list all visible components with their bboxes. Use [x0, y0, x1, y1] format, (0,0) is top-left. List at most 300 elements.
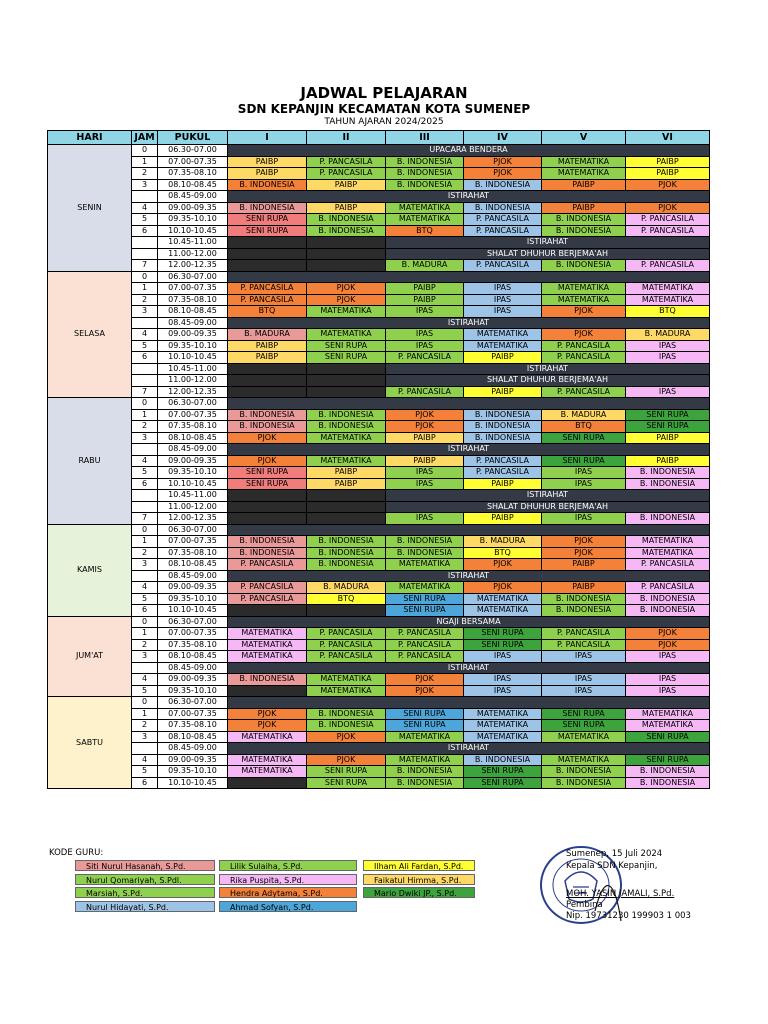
subject-cell: B. INDONESIA — [307, 547, 386, 559]
subject-cell: PAIBP — [542, 179, 626, 191]
subject-cell — [228, 605, 307, 617]
time-cell: 08.10-08.45 — [158, 306, 228, 318]
time-cell: 11.00-12.00 — [158, 375, 228, 387]
subject-cell: B. MADURA — [228, 329, 307, 341]
subject-cell: IPAS — [464, 651, 542, 663]
subject-cell: PJOK — [228, 708, 307, 720]
subject-cell: PAIBP — [386, 283, 464, 295]
subject-cell: P. PANCASILA — [542, 352, 626, 364]
table-row — [48, 628, 710, 640]
subject-cell: B. INDONESIA — [386, 179, 464, 191]
subject-cell: MATEMATIKA — [386, 754, 464, 766]
subject-cell: PJOK — [626, 628, 710, 640]
jam-cell: 4 — [132, 674, 158, 686]
subject-cell: P. PANCASILA — [626, 559, 710, 571]
subject-cell: P. PANCASILA — [307, 639, 386, 651]
table-row — [48, 283, 710, 295]
activity-banner: UPACARA BENDERA — [228, 145, 710, 157]
day-name: SABTU — [48, 697, 132, 789]
time-cell: 07.35-08.10 — [158, 639, 228, 651]
subject-cell: MATEMATIKA — [307, 455, 386, 467]
table-row — [48, 766, 710, 778]
school-name: SDN KEPANJIN KECAMATAN KOTA SUMENEP — [237, 102, 531, 116]
subject-cell: B. INDONESIA — [626, 777, 710, 789]
subject-cell: P. PANCASILA — [228, 283, 307, 295]
table-row — [48, 444, 710, 456]
subject-cell: MATEMATIKA — [542, 156, 626, 168]
subject-cell: MATEMATIKA — [464, 720, 542, 732]
subject-cell: PJOK — [626, 202, 710, 214]
jam-cell: 0 — [132, 616, 158, 628]
subject-cell: P. PANCASILA — [386, 352, 464, 364]
jam-cell — [132, 490, 158, 502]
jam-cell: 4 — [132, 329, 158, 341]
activity-banner: ISTIRAHAT — [228, 191, 710, 203]
subject-cell: MATEMATIKA — [464, 731, 542, 743]
subject-cell: IPAS — [386, 329, 464, 341]
time-cell: 08.45-09.00 — [158, 570, 228, 582]
jam-cell: 1 — [132, 283, 158, 295]
table-row — [48, 720, 710, 732]
subject-cell: B. INDONESIA — [626, 593, 710, 605]
subject-cell: PAIBP — [464, 352, 542, 364]
table-row — [48, 490, 710, 502]
subject-cell: MATEMATIKA — [386, 202, 464, 214]
jam-cell: 1 — [132, 156, 158, 168]
subject-cell: PJOK — [542, 306, 626, 318]
table-row — [48, 777, 710, 789]
jam-cell — [132, 237, 158, 249]
subject-cell: PAIBP — [464, 513, 542, 525]
subject-cell: IPAS — [386, 306, 464, 318]
jam-cell: 3 — [132, 179, 158, 191]
subject-cell: P. PANCASILA — [386, 639, 464, 651]
subject-cell: MATEMATIKA — [626, 536, 710, 548]
subject-cell: MATEMATIKA — [307, 685, 386, 697]
time-cell: 09.00-09.35 — [158, 754, 228, 766]
subject-cell: IPAS — [542, 478, 626, 490]
table-row — [48, 237, 710, 249]
schedule-table — [47, 130, 710, 789]
table-row — [48, 214, 710, 226]
activity-banner — [228, 697, 710, 709]
subject-cell: P. PANCASILA — [542, 386, 626, 398]
jam-cell — [132, 248, 158, 260]
time-cell: 08.10-08.45 — [158, 651, 228, 663]
jam-cell: 1 — [132, 409, 158, 421]
time-cell: 08.45-09.00 — [158, 743, 228, 755]
subject-cell: SENI RUPA — [228, 214, 307, 226]
subject-cell: B. INDONESIA — [228, 409, 307, 421]
table-row — [48, 329, 710, 341]
subject-cell: P. PANCASILA — [386, 651, 464, 663]
subject-cell: B. INDONESIA — [464, 754, 542, 766]
table-row — [48, 743, 710, 755]
jam-cell — [132, 444, 158, 456]
subject-cell: MATEMATIKA — [386, 582, 464, 594]
legend-item: Ilham Ali Fardan, S.Pd. — [363, 860, 475, 871]
subject-cell: IPAS — [626, 352, 710, 364]
table-row — [48, 616, 710, 628]
jam-cell — [132, 501, 158, 513]
table-row — [48, 639, 710, 651]
subject-cell: SENI RUPA — [228, 467, 307, 479]
signatory-nip: Nip. 19731230 199903 1 003 — [566, 911, 691, 921]
jam-cell: 6 — [132, 605, 158, 617]
subject-cell: SENI RUPA — [626, 754, 710, 766]
time-cell: 10.10-10.45 — [158, 777, 228, 789]
table-row — [48, 536, 710, 548]
time-cell: 08.45-09.00 — [158, 191, 228, 203]
subject-cell: MATEMATIKA — [464, 605, 542, 617]
empty-cell — [307, 260, 386, 272]
jam-cell: 0 — [132, 524, 158, 536]
subject-cell: B. INDONESIA — [307, 559, 386, 571]
subject-cell: MATEMATIKA — [307, 432, 386, 444]
subject-cell: SENI RUPA — [464, 628, 542, 640]
table-row — [48, 731, 710, 743]
time-cell: 10.10-10.45 — [158, 478, 228, 490]
subject-cell: P. PANCASILA — [542, 628, 626, 640]
legend-item: Mario Dwiki JP., S.Pd. — [363, 887, 475, 898]
time-cell: 09.00-09.35 — [158, 202, 228, 214]
activity-banner: ISTIRAHAT — [228, 317, 710, 329]
time-cell: 07.00-07.35 — [158, 156, 228, 168]
subject-cell: PAIBP — [626, 455, 710, 467]
subject-cell: B. INDONESIA — [464, 179, 542, 191]
table-row — [48, 697, 710, 709]
subject-cell: PAIBP — [228, 340, 307, 352]
activity-banner — [228, 524, 710, 536]
subject-cell: PAIBP — [307, 467, 386, 479]
table-row — [48, 363, 710, 375]
table-row — [48, 547, 710, 559]
subject-cell: BTQ — [228, 306, 307, 318]
subject-cell: B. INDONESIA — [542, 593, 626, 605]
table-row — [48, 754, 710, 766]
time-cell: 07.00-07.35 — [158, 409, 228, 421]
subject-cell: PJOK — [464, 582, 542, 594]
subject-cell: IPAS — [626, 685, 710, 697]
subject-cell: P. PANCASILA — [542, 639, 626, 651]
subject-cell: MATEMATIKA — [464, 329, 542, 341]
subject-cell: IPAS — [542, 651, 626, 663]
empty-cell — [307, 501, 386, 513]
subject-cell: PJOK — [542, 329, 626, 341]
jam-cell: 3 — [132, 559, 158, 571]
time-cell: 12.00-12.35 — [158, 260, 228, 272]
signature-role: Kepala SDN Kepanjin, — [566, 861, 658, 871]
empty-cell — [307, 363, 386, 375]
column-header: IV — [464, 131, 542, 145]
time-cell: 09.35-10.10 — [158, 766, 228, 778]
subject-cell: SENI RUPA — [542, 455, 626, 467]
subject-cell: IPAS — [542, 513, 626, 525]
jam-cell — [132, 743, 158, 755]
time-cell: 09.35-10.10 — [158, 340, 228, 352]
subject-cell: MATEMATIKA — [464, 340, 542, 352]
subject-cell: PAIBP — [542, 582, 626, 594]
jam-cell: 4 — [132, 754, 158, 766]
subject-cell: PJOK — [386, 421, 464, 433]
jam-cell: 6 — [132, 777, 158, 789]
subject-cell: B. INDONESIA — [542, 777, 626, 789]
subject-cell: IPAS — [626, 386, 710, 398]
subject-cell: MATEMATIKA — [542, 731, 626, 743]
jam-cell — [132, 375, 158, 387]
subject-cell: B. INDONESIA — [228, 547, 307, 559]
time-cell: 09.35-10.10 — [158, 685, 228, 697]
subject-cell: MATEMATIKA — [228, 651, 307, 663]
jam-cell — [132, 570, 158, 582]
jam-cell: 4 — [132, 455, 158, 467]
activity-banner: ISTIRAHAT — [228, 444, 710, 456]
header-row — [48, 131, 710, 145]
subject-cell: PAIBP — [542, 559, 626, 571]
subject-cell: PJOK — [307, 283, 386, 295]
jam-cell: 1 — [132, 628, 158, 640]
subject-cell: PAIBP — [228, 168, 307, 180]
empty-cell — [228, 513, 307, 525]
time-cell: 08.10-08.45 — [158, 731, 228, 743]
time-cell: 07.35-08.10 — [158, 421, 228, 433]
subject-cell: B. INDONESIA — [307, 421, 386, 433]
subject-cell: PJOK — [307, 731, 386, 743]
subject-cell: B. INDONESIA — [542, 605, 626, 617]
jam-cell: 5 — [132, 685, 158, 697]
subject-cell: PAIBP — [386, 455, 464, 467]
time-cell: 09.35-10.10 — [158, 467, 228, 479]
subject-cell: PJOK — [626, 639, 710, 651]
subject-cell: IPAS — [542, 685, 626, 697]
time-cell: 07.00-07.35 — [158, 536, 228, 548]
time-cell: 10.10-10.45 — [158, 352, 228, 364]
jam-cell: 5 — [132, 467, 158, 479]
subject-cell: B. INDONESIA — [307, 214, 386, 226]
subject-cell: MATEMATIKA — [626, 294, 710, 306]
subject-cell: BTQ — [307, 593, 386, 605]
table-row — [48, 306, 710, 318]
subject-cell: MATEMATIKA — [626, 720, 710, 732]
subject-cell: P. PANCASILA — [542, 340, 626, 352]
empty-cell — [228, 248, 307, 260]
time-cell: 07.00-07.35 — [158, 283, 228, 295]
time-cell: 06.30-07.00 — [158, 697, 228, 709]
jam-cell: 1 — [132, 708, 158, 720]
subject-cell: B. INDONESIA — [228, 202, 307, 214]
subject-cell: IPAS — [626, 674, 710, 686]
subject-cell: MATEMATIKA — [228, 639, 307, 651]
activity-banner: ISTIRAHAT — [386, 237, 710, 249]
time-cell: 10.45-11.00 — [158, 237, 228, 249]
signature-date: Sumenep, 15 Juli 2024 — [566, 849, 663, 859]
subject-cell: PJOK — [386, 409, 464, 421]
subject-cell: IPAS — [626, 340, 710, 352]
empty-cell — [228, 363, 307, 375]
time-cell: 12.00-12.35 — [158, 386, 228, 398]
subject-cell: P. PANCASILA — [228, 559, 307, 571]
activity-banner: ISTIRAHAT — [228, 570, 710, 582]
column-header: III — [386, 131, 464, 145]
empty-cell — [307, 237, 386, 249]
subject-cell: B. INDONESIA — [626, 766, 710, 778]
jam-cell: 2 — [132, 547, 158, 559]
subject-cell: P. PANCASILA — [464, 455, 542, 467]
subject-cell: B. INDONESIA — [386, 547, 464, 559]
empty-cell — [307, 490, 386, 502]
day-name: SELASA — [48, 271, 132, 398]
subject-cell — [228, 777, 307, 789]
subject-cell: PJOK — [307, 294, 386, 306]
time-cell: 06.30-07.00 — [158, 524, 228, 536]
jam-cell: 4 — [132, 202, 158, 214]
subject-cell: PJOK — [228, 455, 307, 467]
page-title: JADWAL PELAJARAN — [300, 84, 468, 102]
empty-cell — [228, 260, 307, 272]
subject-cell: PJOK — [542, 536, 626, 548]
subject-cell: B. INDONESIA — [228, 179, 307, 191]
time-cell: 09.00-09.35 — [158, 329, 228, 341]
subject-cell: P. PANCASILA — [228, 294, 307, 306]
subject-cell: PAIBP — [464, 478, 542, 490]
table-row — [48, 317, 710, 329]
column-header: HARI — [48, 131, 132, 145]
legend-item: Nurul Hidayati, S.Pd. — [75, 901, 215, 912]
subject-cell: MATEMATIKA — [228, 754, 307, 766]
time-cell: 07.00-07.35 — [158, 708, 228, 720]
jam-cell — [132, 363, 158, 375]
subject-cell: SENI RUPA — [228, 478, 307, 490]
subject-cell: IPAS — [464, 674, 542, 686]
jam-cell: 3 — [132, 306, 158, 318]
column-header: PUKUL — [158, 131, 228, 145]
subject-cell: B. INDONESIA — [626, 513, 710, 525]
table-row — [48, 501, 710, 513]
time-cell: 07.35-08.10 — [158, 547, 228, 559]
jam-cell — [132, 317, 158, 329]
table-row — [48, 352, 710, 364]
column-header: JAM — [132, 131, 158, 145]
empty-cell — [307, 386, 386, 398]
subject-cell: B. INDONESIA — [307, 409, 386, 421]
jam-cell: 3 — [132, 651, 158, 663]
activity-banner: ISTIRAHAT — [228, 662, 710, 674]
subject-cell: B. INDONESIA — [464, 202, 542, 214]
subject-cell: IPAS — [386, 340, 464, 352]
activity-banner — [228, 398, 710, 410]
subject-cell: SENI RUPA — [626, 421, 710, 433]
day-name: KAMIS — [48, 524, 132, 616]
subject-cell: PJOK — [386, 674, 464, 686]
jam-cell: 2 — [132, 168, 158, 180]
subject-cell: BTQ — [386, 225, 464, 237]
table-row — [48, 191, 710, 203]
time-cell: 09.00-09.35 — [158, 674, 228, 686]
subject-cell: PJOK — [386, 685, 464, 697]
jam-cell: 0 — [132, 271, 158, 283]
table-row — [48, 432, 710, 444]
subject-cell: MATEMATIKA — [386, 731, 464, 743]
subject-cell: MATEMATIKA — [228, 731, 307, 743]
table-row — [48, 409, 710, 421]
academic-year: TAHUN AJARAN 2024/2025 — [324, 117, 444, 127]
subject-cell: PAIBP — [307, 478, 386, 490]
activity-banner: SHALAT DHUHUR BERJEMA'AH — [386, 248, 710, 260]
table-row — [48, 651, 710, 663]
subject-cell: BTQ — [626, 306, 710, 318]
table-row — [48, 582, 710, 594]
time-cell: 07.35-08.10 — [158, 168, 228, 180]
legend-item: Faikatul Himma, S.Pd. — [363, 874, 475, 885]
subject-cell: B. INDONESIA — [386, 777, 464, 789]
legend-item: Hendra Adytama, S.Pd. — [219, 887, 357, 898]
time-cell: 11.00-12.00 — [158, 501, 228, 513]
time-cell: 08.45-09.00 — [158, 662, 228, 674]
subject-cell: MATEMATIKA — [542, 754, 626, 766]
column-header: V — [542, 131, 626, 145]
subject-cell: SENI RUPA — [386, 708, 464, 720]
legend-item: Siti Nurul Hasanah, S.Pd. — [75, 860, 215, 871]
table-row — [48, 145, 710, 157]
table-row — [48, 467, 710, 479]
day-name: RABU — [48, 398, 132, 525]
subject-cell — [307, 605, 386, 617]
subject-cell: B. INDONESIA — [386, 156, 464, 168]
subject-cell: P. PANCASILA — [626, 225, 710, 237]
table-row — [48, 375, 710, 387]
subject-cell: BTQ — [464, 547, 542, 559]
table-row — [48, 260, 710, 272]
jam-cell: 6 — [132, 352, 158, 364]
day-name: JUM'AT — [48, 616, 132, 697]
empty-cell — [307, 375, 386, 387]
table-row — [48, 478, 710, 490]
time-cell: 06.30-07.00 — [158, 616, 228, 628]
subject-cell: PAIBP — [626, 156, 710, 168]
subject-cell: B. INDONESIA — [626, 467, 710, 479]
table-row — [48, 708, 710, 720]
signatory-name: MOH. YASIN JAMALI, S.Pd. — [566, 889, 675, 899]
time-cell: 06.30-07.00 — [158, 398, 228, 410]
subject-cell: MATEMATIKA — [626, 547, 710, 559]
jam-cell: 2 — [132, 720, 158, 732]
subject-cell: PAIBP — [307, 179, 386, 191]
subject-cell: P. PANCASILA — [307, 156, 386, 168]
subject-cell: PAIBP — [542, 202, 626, 214]
subject-cell: P. PANCASILA — [626, 582, 710, 594]
subject-cell: PAIBP — [386, 432, 464, 444]
table-row — [48, 674, 710, 686]
table-row — [48, 559, 710, 571]
table-row — [48, 248, 710, 260]
subject-cell: PAIBP — [228, 156, 307, 168]
table-row — [48, 455, 710, 467]
subject-cell: P. PANCASILA — [626, 260, 710, 272]
activity-banner: NGAJI BERSAMA — [228, 616, 710, 628]
subject-cell: SENI RUPA — [307, 340, 386, 352]
subject-cell: B. INDONESIA — [464, 421, 542, 433]
subject-cell: B. MADURA — [542, 409, 626, 421]
subject-cell: MATEMATIKA — [542, 283, 626, 295]
empty-cell — [228, 501, 307, 513]
subject-cell: B. MADURA — [626, 329, 710, 341]
subject-cell: SENI RUPA — [307, 777, 386, 789]
subject-cell: B. INDONESIA — [307, 720, 386, 732]
jam-cell: 0 — [132, 145, 158, 157]
subject-cell: SENI RUPA — [542, 432, 626, 444]
legend-item: Marsiah, S.Pd. — [75, 887, 215, 898]
time-cell: 10.10-10.45 — [158, 605, 228, 617]
